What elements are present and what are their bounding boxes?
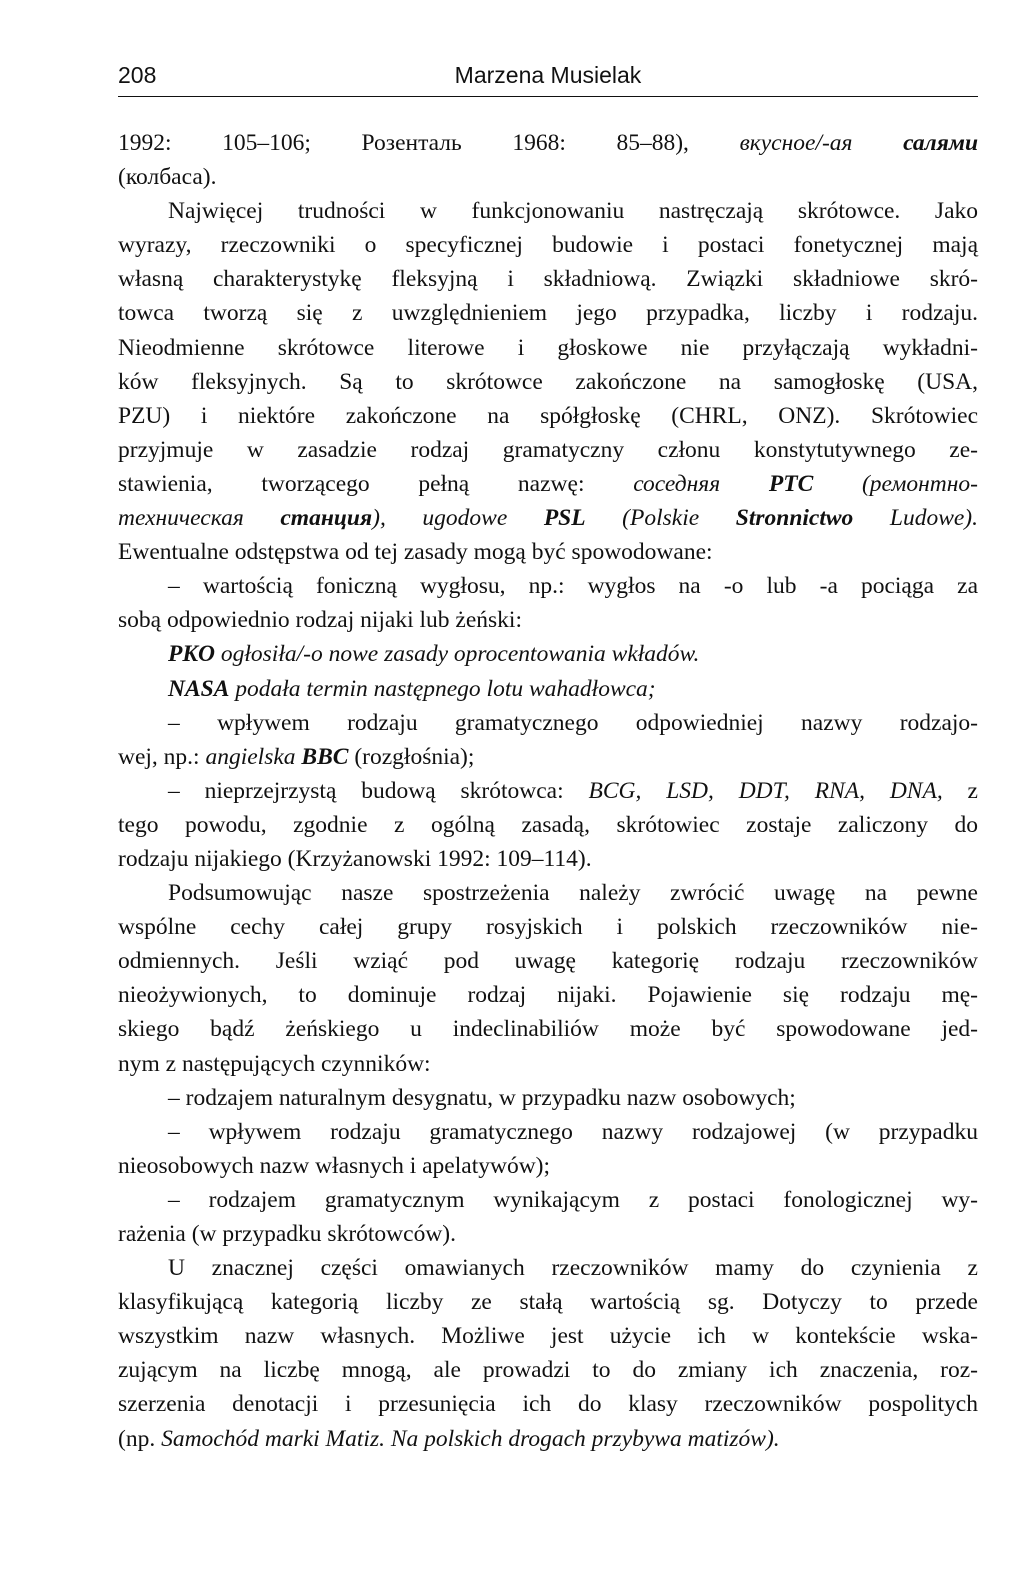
text-line bbox=[118, 1217, 978, 1251]
text-segment: (колбаса). bbox=[118, 164, 217, 191]
text-line bbox=[118, 467, 978, 501]
text-line bbox=[118, 1319, 978, 1353]
text-segment: ), ugodowe bbox=[372, 505, 544, 532]
text-segment: соседняя bbox=[633, 470, 769, 497]
text-segment: nieosobowych nazw własnych i apelatywów); bbox=[118, 1152, 551, 1179]
text-segment: ogłosiła/-o nowe zasady oprocentowania wkładów. bbox=[215, 641, 700, 668]
text-segment: odmiennych. Jeśli wziąć pod uwagę kategorię rodzaju rzeczowników bbox=[118, 948, 978, 975]
text-segment: Nieodmienne skrótowce literowe i głoskowe nie przyłączają wykładni- bbox=[118, 334, 978, 361]
text-segment: (Polskie bbox=[585, 505, 736, 532]
text-line bbox=[118, 1149, 978, 1183]
text-segment: – rodzajem naturalnym desygnatu, w przypadku nazw osobowych; bbox=[168, 1084, 796, 1111]
text-segment: Podsumowując nasze spostrzeżenia należy zwrócić uwagę na pewne bbox=[168, 880, 978, 907]
text-segment: przyjmuje w zasadzie rodzaj gramatyczny członu konstytutywnego ze- bbox=[118, 436, 978, 463]
text-segment: – nieprzejrzystą budową skrótowca: bbox=[168, 777, 589, 804]
text-segment: wyrazy, rzeczowniki o specyficznej budowie i postaci fonetycznej mają bbox=[118, 232, 978, 259]
text-segment: sobą odpowiednio rodzaj nijaki lub żeński: bbox=[118, 607, 522, 634]
text-segment: angielska bbox=[205, 743, 302, 770]
text-line bbox=[118, 1183, 978, 1217]
text-segment: Najwięcej trudności w funkcjonowaniu nastręczają skrótowce. Jako bbox=[168, 198, 978, 225]
text-line bbox=[118, 535, 978, 569]
text-line bbox=[118, 944, 978, 978]
text-line bbox=[118, 774, 978, 808]
text-segment: Ludowe). bbox=[853, 505, 978, 532]
text-line bbox=[118, 1353, 978, 1387]
text-line bbox=[118, 228, 978, 262]
text-segment: (rozgłośnia); bbox=[348, 743, 475, 770]
text-line bbox=[118, 876, 978, 910]
text-line bbox=[118, 978, 978, 1012]
body-text bbox=[118, 126, 978, 1456]
text-segment: вкусное/-ая bbox=[739, 130, 904, 156]
text-segment: Stronnictwo bbox=[735, 505, 854, 532]
text-segment: – rodzajem gramatycznym wynikającym z postaci fonologicznej wy- bbox=[168, 1186, 978, 1213]
text-segment: rażenia (w przypadku skrótowców). bbox=[118, 1221, 457, 1247]
text-segment: rodzaju nijakiego (Krzyżanowski 1992: 109–114). bbox=[118, 845, 592, 872]
text-line bbox=[118, 672, 978, 706]
text-line bbox=[118, 365, 978, 399]
text-line bbox=[118, 603, 978, 637]
text-segment: zującym na liczbę mnogą, ale prowadzi to do zmiany ich znaczenia, roz- bbox=[118, 1357, 978, 1384]
text-segment: nieożywionych, to dominuje rodzaj nijaki. Pojawienie się rodzaju mę- bbox=[118, 982, 978, 1009]
text-segment: ków fleksyjnych. Są to skrótowce zakończone na samogłoskę (USA, bbox=[118, 368, 978, 395]
text-line bbox=[118, 569, 978, 603]
running-head: Marzena Musielak bbox=[454, 62, 642, 88]
text-segment: PSL bbox=[543, 505, 586, 532]
page-number: 208 bbox=[118, 62, 157, 88]
page-header bbox=[118, 60, 978, 97]
text-segment: nym z następujących czynników: bbox=[118, 1050, 431, 1077]
text-line bbox=[118, 126, 978, 160]
text-line bbox=[118, 501, 978, 535]
text-line bbox=[118, 399, 978, 433]
text-line bbox=[118, 433, 978, 467]
text-segment: (np. bbox=[118, 1425, 162, 1452]
text-segment: skiego bądź żeńskiego u indeclinabiliów może być spowodowane jed- bbox=[118, 1016, 978, 1043]
text-line bbox=[118, 1012, 978, 1046]
text-segment: салями bbox=[903, 130, 979, 156]
text-segment: – wpływem rodzaju gramatycznego odpowiedniej nazwy rodzajo- bbox=[168, 709, 978, 736]
text-segment: (ремонтно- bbox=[813, 470, 978, 497]
text-segment: Samochód marki Matiz. Na polskich drogach przybywa matizów). bbox=[161, 1425, 780, 1452]
text-line bbox=[118, 910, 978, 944]
text-line bbox=[118, 1047, 978, 1081]
text-line bbox=[118, 296, 978, 330]
text-segment: klasyfikującą kategorią liczby ze stałą wartością sg. Dotyczy to przede bbox=[118, 1289, 978, 1316]
text-line bbox=[118, 1387, 978, 1421]
text-segment: szerzenia denotacji i przesunięcia ich do klasy rzeczowników pospolitych bbox=[118, 1391, 978, 1418]
text-segment: PTC bbox=[768, 470, 814, 497]
text-segment: towca tworzą się z uwzględnieniem jego przypadka, liczby i rodzaju. bbox=[118, 300, 978, 327]
text-segment: wspólne cechy całej grupy rosyjskich i polskich rzeczowników nie- bbox=[118, 914, 978, 941]
text-line bbox=[118, 740, 978, 774]
text-segment: z bbox=[942, 777, 978, 804]
text-segment: wszystkim nazw własnych. Możliwe jest użycie ich w kontekście wska- bbox=[118, 1323, 978, 1350]
text-segment: PKO bbox=[168, 641, 215, 668]
text-segment: U znacznej części omawianych rzeczowników mamy do czynienia z bbox=[168, 1255, 978, 1282]
text-segment: stawienia, tworzącego pełną nazwę: bbox=[118, 470, 634, 497]
text-segment: NASA bbox=[168, 675, 230, 702]
text-segment: – wpływem rodzaju gramatycznego nazwy rodzajowej (w przypadku bbox=[168, 1118, 978, 1145]
text-line bbox=[118, 331, 978, 365]
text-line bbox=[118, 1422, 978, 1456]
text-segment: BBC bbox=[301, 743, 349, 770]
text-segment: техническая bbox=[118, 505, 281, 532]
text-segment: własną charakterystykę fleksyjną i składniową. Związki składniowe skró- bbox=[118, 266, 978, 293]
text-line bbox=[118, 808, 978, 842]
text-segment: – wartością foniczną wygłosu, np.: wygłos na -o lub -a pociąga za bbox=[168, 573, 978, 600]
text-segment: podała termin następnego lotu wahadłowca; bbox=[229, 675, 656, 702]
text-line bbox=[118, 706, 978, 740]
text-segment: Ewentualne odstępstwa od tej zasady mogą być spowodowane: bbox=[118, 539, 713, 566]
text-line bbox=[118, 1251, 978, 1285]
text-segment: BCG, LSD, DDT, RNA, DNA, bbox=[588, 777, 943, 804]
text-line bbox=[118, 637, 978, 671]
text-line bbox=[118, 1081, 978, 1115]
text-segment: wej, np.: bbox=[118, 743, 206, 770]
text-segment: станция bbox=[280, 505, 373, 532]
text-line bbox=[118, 160, 978, 194]
text-line bbox=[118, 1115, 978, 1149]
text-segment: tego powodu, zgodnie z ogólną zasadą, skrótowiec zostaje zaliczony do bbox=[118, 811, 978, 838]
text-segment: PZU) i niektóre zakończone na spółgłoskę (CHRL, ONZ). Skrótowiec bbox=[118, 402, 978, 429]
text-line bbox=[118, 194, 978, 228]
text-segment: 1992: 105–106; Розенталь 1968: 85–88), bbox=[118, 130, 740, 156]
text-line bbox=[118, 262, 978, 296]
text-line bbox=[118, 842, 978, 876]
text-line bbox=[118, 1285, 978, 1319]
